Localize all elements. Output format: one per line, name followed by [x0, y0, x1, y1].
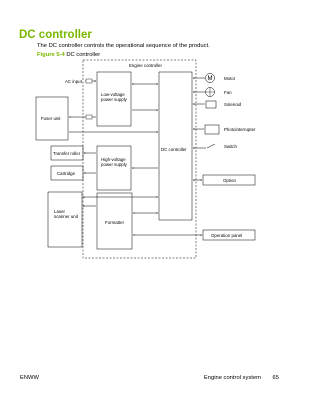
- option-label: Option: [223, 178, 236, 183]
- ac-input-label: AC input: [65, 79, 82, 84]
- footer-left: ENWW: [20, 375, 39, 381]
- laser-scanner-box: [48, 192, 82, 247]
- motor-symbol-letter: M: [207, 76, 213, 82]
- high-voltage-label-1: High-voltage: [101, 157, 126, 162]
- high-voltage-supply-box: [97, 146, 131, 190]
- lv-fuser-connector-icon: [86, 115, 92, 119]
- cartridge-label: Cartridge: [57, 171, 76, 176]
- dc-controller-box: [159, 72, 192, 220]
- switch-symbol: [207, 144, 215, 148]
- low-voltage-label-1: Low-voltage: [101, 92, 125, 97]
- fan-label: Fan: [224, 90, 232, 95]
- intro-text: The DC controller controls the operational sequence of the product.: [37, 43, 210, 49]
- photointerrupter-symbol: [205, 125, 219, 134]
- footer-page-number: 65: [272, 375, 279, 381]
- motor-label: Motor: [224, 76, 236, 81]
- solenoid-label: Solenoid: [224, 102, 242, 107]
- low-voltage-label-2: power supply: [101, 97, 127, 102]
- figure-title: DC controller: [66, 52, 101, 58]
- switch-label: Switch: [224, 144, 237, 149]
- photointerrupter-label: Photointerrupter: [224, 127, 256, 132]
- dc-controller-label: DC controller: [161, 147, 187, 152]
- laser-label-1: Laser: [54, 209, 65, 214]
- footer-section: Engine control system: [203, 375, 261, 381]
- operation-panel-label: Operation panel: [211, 233, 243, 238]
- engine-controller-boundary: [83, 60, 196, 258]
- solenoid-symbol: [206, 101, 216, 108]
- ac-connector-icon: [86, 79, 92, 83]
- fuser-unit-label: Fuser unit: [41, 116, 61, 121]
- section-heading: DC controller: [19, 29, 92, 41]
- engine-controller-label: Engine controller: [129, 63, 162, 68]
- figure-number: Figure 5-4: [37, 52, 65, 58]
- formatter-label: Formatter: [105, 220, 125, 225]
- laser-label-2: scanner unit: [54, 214, 78, 219]
- footer-right: [204, 375, 279, 381]
- high-voltage-label-2: power supply: [101, 162, 127, 167]
- transfer-roller-label: Transfer roller: [53, 151, 81, 156]
